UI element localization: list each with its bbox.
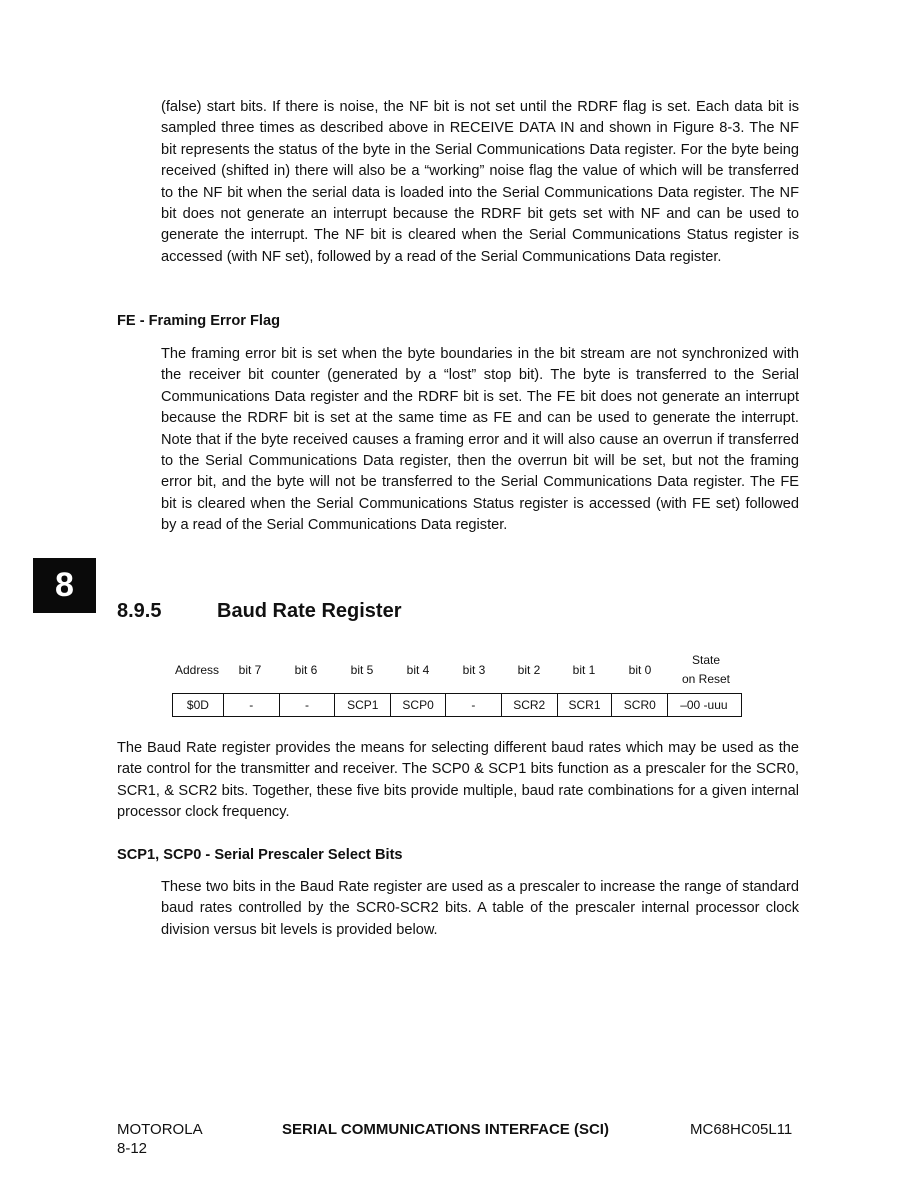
register-bit1: SCR1 xyxy=(558,694,613,716)
scp-heading: SCP1, SCP0 - Serial Prescaler Select Bits xyxy=(117,847,403,863)
footer-right-title: MC68HC05L11 xyxy=(690,1121,793,1138)
header-bit5: bit 5 xyxy=(350,663,374,677)
register-bit6: - xyxy=(280,694,336,716)
fe-paragraph: The framing error bit is set when the byte boundaries in the bit stream are not synchronized with the receiver bit counter (generated by a “lost” stop bit). The byte is transferred to the Serial Communications Data register and the RDRF bit is set. The FE bit does not generate an interrupt because the RDRF bit is set at the same time as FE and can be used to generate the interrupt. Note that if the byte received causes a framing error and it will also cause an overrun if transferred to the Serial Communications Data register, then the overrun bit will be set, but not the framing error bit, and the byte will not be transferred to the Serial Communications Data register. The FE bit is cleared when the Serial Communications Status register is accessed (with FE set) followed by a read of the Serial Communications Data register. xyxy=(161,346,799,534)
register-row xyxy=(172,693,742,717)
fe-heading: FE - Framing Error Flag xyxy=(117,313,280,329)
register-header xyxy=(0,652,918,692)
header-bit3: bit 3 xyxy=(462,663,486,677)
register-reset-state: –00 -uuu xyxy=(680,698,728,712)
header-bit0: bit 0 xyxy=(628,663,652,677)
header-bit1: bit 1 xyxy=(572,663,596,677)
baud-paragraph: The Baud Rate register provides the means for selecting different baud rates which may be used as the rate control for the transmitter and receiver. The SCP0 & SCP1 bits function as a prescaler for the SCR0, SCR1, & SCR2 bits. Together, these five bits provide multiple, baud rate combinations for a given internal processor clock frequency. xyxy=(117,740,799,821)
register-bit3: - xyxy=(446,694,502,716)
register-bit2: SCR2 xyxy=(502,694,558,716)
footer-left-title: MOTOROLA xyxy=(117,1121,203,1138)
footer-page-number: 8-12 xyxy=(117,1140,148,1157)
header-bit4: bit 4 xyxy=(406,663,430,677)
register-address: $0D xyxy=(173,694,224,716)
section-title: Baud Rate Register xyxy=(217,600,402,622)
section-number: 8.9.5 xyxy=(117,600,162,622)
footer-center-title: SERIAL COMMUNICATIONS INTERFACE (SCI) xyxy=(282,1121,609,1138)
register-bit7: - xyxy=(224,694,280,716)
nf-paragraph: (false) start bits. If there is noise, the NF bit is not set until the RDRF flag is set. Each data bit is sampled three times as described above in RECEIVE DATA IN and shown in Figure 8-3. The NF bit represents the status of the byte in the Serial Communications Data register. For the byte being received (shifted in) there will also be a “working” noise flag the value of which will be transferred to the NF bit when the serial data is loaded into the Serial Communications Data register. The NF bit does not generate an interrupt because the RDRF bit gets set with NF and can be used to generate the interrupt. The NF bit is cleared when the Serial Communications Status register is accessed (with NF set), followed by a read of the Serial Communications Data register. xyxy=(161,99,799,265)
register-bit4: SCP0 xyxy=(391,694,446,716)
register-bit5: SCP1 xyxy=(335,694,391,716)
header-address: Address xyxy=(174,663,220,677)
header-bit2: bit 2 xyxy=(517,663,541,677)
header-reset-line1: State xyxy=(691,653,721,667)
header-reset-line2: on Reset xyxy=(681,672,731,686)
header-bit7: bit 7 xyxy=(238,663,262,677)
scp-paragraph: These two bits in the Baud Rate register are used as a prescaler to increase the range of standard baud rates controlled by the SCR0-SCR2 bits. A table of the prescaler internal processor clock division versus bit levels is provided below. xyxy=(161,879,799,938)
register-bit0: SCR0 xyxy=(612,694,668,716)
chapter-tab: 8 xyxy=(33,558,96,613)
header-bit6: bit 6 xyxy=(294,663,318,677)
